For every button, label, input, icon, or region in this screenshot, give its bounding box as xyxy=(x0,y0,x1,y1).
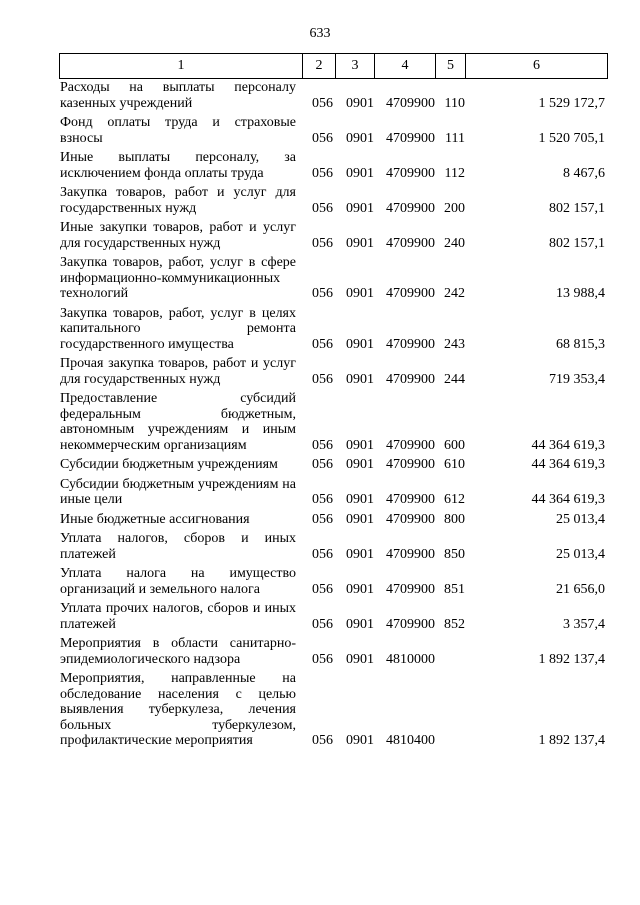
page-number: 633 xyxy=(309,26,331,41)
row-amount: 1 520 705,1 xyxy=(538,130,605,146)
row-code-2: 056 xyxy=(312,511,333,527)
table-row xyxy=(59,512,607,532)
table-row xyxy=(59,531,607,566)
column-header-6: 6 xyxy=(466,54,608,79)
row-code-5: 800 xyxy=(444,511,465,527)
row-amount: 8 467,6 xyxy=(563,165,605,181)
row-amount: 44 364 619,3 xyxy=(531,457,605,472)
row-name xyxy=(59,636,302,671)
row-code-2: 056 xyxy=(312,130,333,146)
column-header-table xyxy=(59,53,608,79)
table-row xyxy=(59,150,607,185)
row-code-3: 0901 xyxy=(346,130,374,146)
row-amount: 25 013,4 xyxy=(556,511,605,527)
row-name-text: Предоставление субсидий федеральным бюджетным, автономным учреждениям и иным некоммерческим организациям xyxy=(60,391,296,453)
row-code-4: 4709900 xyxy=(386,581,435,597)
row-name xyxy=(59,185,302,220)
row-name xyxy=(59,512,302,532)
row-name xyxy=(59,671,302,753)
row-code-2: 056 xyxy=(312,235,333,251)
column-header-4: 4 xyxy=(375,54,436,79)
row-name xyxy=(59,601,302,636)
table-row xyxy=(59,671,607,753)
table-row xyxy=(59,306,607,357)
row-code-4: 4810400 xyxy=(386,733,435,748)
row-code-4: 4709900 xyxy=(386,492,435,507)
row-code-4: 4709900 xyxy=(386,511,435,527)
row-name xyxy=(59,391,302,457)
row-code-5: 850 xyxy=(444,546,465,562)
row-code-3: 0901 xyxy=(346,733,374,748)
row-name-text: Мероприятия в области санитарно-эпидемиологического надзора xyxy=(60,636,296,667)
row-code-3: 0901 xyxy=(346,286,374,301)
budget-table-body xyxy=(59,80,607,753)
column-header-3: 3 xyxy=(336,54,375,79)
row-code-5: 851 xyxy=(444,581,465,597)
row-amount: 719 353,4 xyxy=(549,371,605,387)
row-code-2: 056 xyxy=(312,581,333,597)
row-name-text: Мероприятия, направленные на обследование населения с целью выявления туберкулеза, лечения больных туберкулезом, профилактические мероприятия xyxy=(60,671,296,748)
row-name xyxy=(59,477,302,512)
row-code-5: 240 xyxy=(444,235,465,251)
row-amount: 25 013,4 xyxy=(556,546,605,562)
row-amount: 44 364 619,3 xyxy=(531,492,605,507)
row-name-text: Закупка товаров, работ и услуг для государственных нужд xyxy=(60,185,296,216)
column-header-2: 2 xyxy=(303,54,336,79)
row-code-3: 0901 xyxy=(346,336,374,352)
row-amount: 21 656,0 xyxy=(556,581,605,597)
row-code-5: 112 xyxy=(444,165,465,181)
row-code-2: 056 xyxy=(312,651,333,667)
row-name xyxy=(59,356,302,391)
column-header-5: 5 xyxy=(436,54,466,79)
row-name xyxy=(59,115,302,150)
row-amount: 3 357,4 xyxy=(563,616,605,632)
row-name-text: Прочая закупка товаров, работ и услуг для государственных нужд xyxy=(60,356,296,387)
row-amount: 1 892 137,4 xyxy=(538,733,605,748)
row-code-2: 056 xyxy=(312,437,333,453)
row-code-5: 242 xyxy=(444,286,465,301)
row-name xyxy=(59,566,302,601)
row-name-text: Субсидии бюджетным учреждениям xyxy=(60,457,278,472)
row-code-2: 056 xyxy=(312,733,333,748)
row-code-5 xyxy=(435,671,465,753)
row-code-2: 056 xyxy=(312,616,333,632)
row-amount: 802 157,1 xyxy=(549,235,605,251)
table-row xyxy=(59,80,607,115)
row-name xyxy=(59,220,302,255)
row-code-3: 0901 xyxy=(346,651,374,667)
row-code-3: 0901 xyxy=(346,546,374,562)
row-code-2: 056 xyxy=(312,492,333,507)
row-amount: 44 364 619,3 xyxy=(531,437,605,453)
row-name-text: Расходы на выплаты персоналу казенных учреждений xyxy=(60,80,296,111)
table-row xyxy=(59,356,607,391)
table-row xyxy=(59,566,607,601)
row-code-2: 056 xyxy=(312,165,333,181)
row-code-5: 110 xyxy=(444,95,465,111)
table-row xyxy=(59,391,607,457)
row-code-3: 0901 xyxy=(346,492,374,507)
row-code-3: 0901 xyxy=(346,371,374,387)
row-code-2: 056 xyxy=(312,200,333,216)
row-code-4: 4709900 xyxy=(386,457,435,472)
row-code-2: 056 xyxy=(312,336,333,352)
table-row xyxy=(59,636,607,671)
row-code-2: 056 xyxy=(312,95,333,111)
row-code-4: 4709900 xyxy=(386,437,435,453)
row-code-3: 0901 xyxy=(346,581,374,597)
row-code-5: 243 xyxy=(444,336,465,352)
row-code-3: 0901 xyxy=(346,511,374,527)
row-code-3: 0901 xyxy=(346,616,374,632)
table-row xyxy=(59,601,607,636)
row-name xyxy=(59,531,302,566)
row-code-2: 056 xyxy=(312,546,333,562)
row-code-5: 244 xyxy=(444,371,465,387)
row-code-2: 056 xyxy=(312,371,333,387)
row-name-text: Иные выплаты персоналу, за исключением фонда оплаты труда xyxy=(60,150,296,181)
row-code-5: 111 xyxy=(445,130,465,146)
row-code-5: 610 xyxy=(444,457,465,472)
row-code-3: 0901 xyxy=(346,165,374,181)
row-name-text: Уплата налога на имущество организаций и земельного налога xyxy=(60,566,296,597)
row-name xyxy=(59,150,302,185)
row-code-5 xyxy=(435,636,465,671)
row-name-text: Закупка товаров, работ, услуг в сфере информационно-коммуникационных технологий xyxy=(60,255,296,301)
row-name-text: Закупка товаров, работ, услуг в целях капитального ремонта государственного имущества xyxy=(60,305,296,352)
row-code-4: 4709900 xyxy=(386,286,435,301)
row-code-5: 200 xyxy=(444,200,465,216)
row-name-text: Уплата прочих налогов, сборов и иных платежей xyxy=(60,601,296,632)
column-header-row xyxy=(60,54,608,79)
row-code-4: 4709900 xyxy=(386,165,435,181)
row-name-text: Субсидии бюджетным учреждениям на иные цели xyxy=(60,476,296,507)
table-row xyxy=(59,115,607,150)
table-row xyxy=(59,220,607,255)
row-amount: 13 988,4 xyxy=(556,286,605,301)
row-name xyxy=(59,306,302,357)
row-code-3: 0901 xyxy=(346,235,374,251)
row-amount: 1 892 137,4 xyxy=(538,651,605,667)
row-code-4: 4709900 xyxy=(386,235,435,251)
table-row xyxy=(59,477,607,512)
row-name xyxy=(59,80,302,115)
row-amount: 1 529 172,7 xyxy=(538,95,605,111)
row-code-2: 056 xyxy=(312,457,333,472)
row-name-text: Иные закупки товаров, работ и услуг для государственных нужд xyxy=(60,220,296,251)
row-code-4: 4709900 xyxy=(386,336,435,352)
row-code-4: 4709900 xyxy=(386,371,435,387)
row-code-3: 0901 xyxy=(346,457,374,472)
row-code-5: 612 xyxy=(444,492,465,507)
row-code-5: 600 xyxy=(444,437,465,453)
row-code-3: 0901 xyxy=(346,95,374,111)
table-row xyxy=(59,457,607,477)
row-code-5: 852 xyxy=(444,616,465,632)
row-name xyxy=(59,255,302,306)
row-name-text: Иные бюджетные ассигнования xyxy=(60,511,250,527)
row-name-text: Уплата налогов, сборов и иных платежей xyxy=(60,531,296,562)
table-row xyxy=(59,185,607,220)
row-code-3: 0901 xyxy=(346,437,374,453)
row-code-4: 4709900 xyxy=(386,546,435,562)
column-header-1: 1 xyxy=(60,54,303,79)
row-code-4: 4709900 xyxy=(386,95,435,111)
row-code-4: 4709900 xyxy=(386,616,435,632)
table-row xyxy=(59,255,607,306)
row-code-4: 4709900 xyxy=(386,200,435,216)
row-amount: 68 815,3 xyxy=(556,336,605,352)
row-code-4: 4810000 xyxy=(386,651,435,667)
row-code-3: 0901 xyxy=(346,200,374,216)
row-name xyxy=(59,457,302,477)
row-amount: 802 157,1 xyxy=(549,200,605,216)
row-name-text: Фонд оплаты труда и страховые взносы xyxy=(60,115,296,146)
row-code-4: 4709900 xyxy=(386,130,435,146)
row-code-2: 056 xyxy=(312,286,333,301)
